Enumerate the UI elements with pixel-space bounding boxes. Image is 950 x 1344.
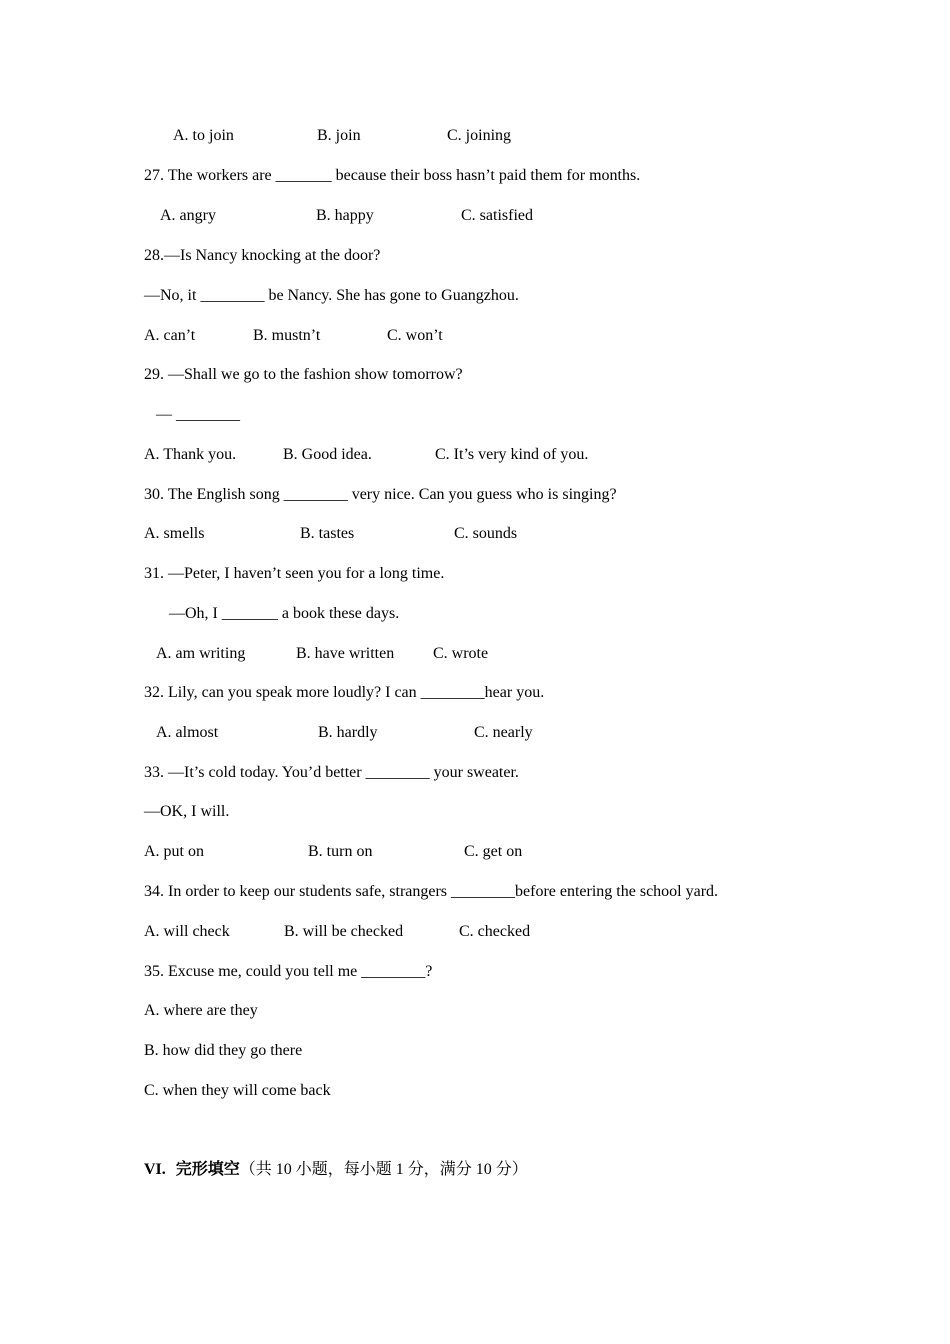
- q34-option-a: A. will check: [144, 923, 230, 940]
- q26-options: [0, 126, 950, 146]
- q35-option-b: B. how did they go there: [144, 1042, 303, 1059]
- q31-options: [0, 644, 950, 664]
- q35-option-a: A. where are they: [144, 1002, 258, 1019]
- section-number: VI.: [144, 1161, 166, 1178]
- q29-option-c: C. It’s very kind of you.: [435, 446, 589, 463]
- q28-options: [0, 326, 950, 346]
- q31-option-a: A. am writing: [156, 645, 246, 662]
- q30-options: [0, 524, 950, 544]
- q27-option-c: C. satisfied: [461, 207, 533, 224]
- q30-stem: 30. The English song ________ very nice. Can you guess who is singing?: [144, 486, 617, 503]
- q28-option-b: B. mustn’t: [253, 327, 321, 344]
- q29-options: [0, 445, 950, 465]
- q28-option-c: C. won’t: [387, 327, 443, 344]
- q27-stem: 27. The workers are _______ because their boss hasn’t paid them for months.: [144, 167, 641, 184]
- q34-stem: 34. In order to keep our students safe, strangers ________before entering the school yard.: [144, 883, 719, 900]
- q34-option-b: B. will be checked: [284, 923, 404, 940]
- q32-option-a: A. almost: [156, 724, 219, 741]
- q33-option-b: B. turn on: [308, 843, 373, 860]
- q29-reply: — ________: [156, 406, 240, 423]
- q29-stem: 29. —Shall we go to the fashion show tomorrow?: [144, 366, 463, 383]
- q26-option-a: A. to join: [173, 127, 234, 144]
- section-note: （共 10 小题，每小题 1 分，满分 10 分）: [239, 1161, 528, 1178]
- q29-option-a: A. Thank you.: [144, 446, 237, 463]
- q31-reply: —Oh, I _______ a book these days.: [169, 605, 400, 622]
- q28-reply: —No, it ________ be Nancy. She has gone to Guangzhou.: [144, 287, 519, 304]
- q33-stem: 33. —It’s cold today. You’d better ________ your sweater.: [144, 764, 519, 781]
- q30-option-a: A. smells: [144, 525, 205, 542]
- q30-option-c: C. sounds: [454, 525, 518, 542]
- q31-option-c: C. wrote: [433, 645, 489, 662]
- q32-stem: 32. Lily, can you speak more loudly? I can ________hear you.: [144, 684, 545, 701]
- q32-option-b: B. hardly: [318, 724, 378, 741]
- q26-option-b: B. join: [317, 127, 361, 144]
- q29-option-b: B. Good idea.: [283, 446, 372, 463]
- q34-option-c: C. checked: [459, 923, 531, 940]
- q33-reply: —OK, I will.: [144, 803, 230, 820]
- q27-option-b: B. happy: [316, 207, 374, 224]
- q35-stem: 35. Excuse me, could you tell me ________?: [144, 963, 433, 980]
- q33-option-c: C. get on: [464, 843, 523, 860]
- q31-option-b: B. have written: [296, 645, 395, 662]
- q27-options: [0, 206, 950, 226]
- section-heading: [144, 1160, 528, 1180]
- section-title: 完形填空: [175, 1161, 240, 1178]
- q28-option-a: A. can’t: [144, 327, 196, 344]
- q35-option-c: C. when they will come back: [144, 1082, 331, 1099]
- q32-option-c: C. nearly: [474, 724, 533, 741]
- q33-option-a: A. put on: [144, 843, 204, 860]
- q30-option-b: B. tastes: [300, 525, 355, 542]
- q33-options: [0, 842, 950, 862]
- q26-option-c: C. joining: [447, 127, 512, 144]
- q28-stem: 28.—Is Nancy knocking at the door?: [144, 247, 381, 264]
- q27-option-a: A. angry: [160, 207, 216, 224]
- q34-options: [0, 922, 950, 942]
- q31-stem: 31. —Peter, I haven’t seen you for a long time.: [144, 565, 445, 582]
- q32-options: [0, 723, 950, 743]
